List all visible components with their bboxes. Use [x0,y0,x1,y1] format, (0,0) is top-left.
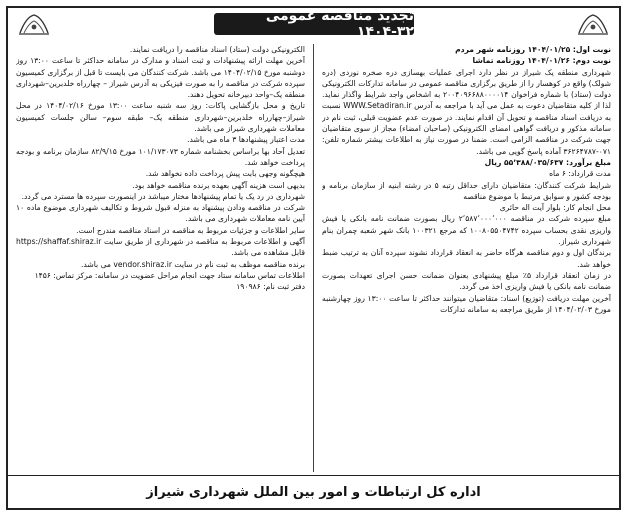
paragraph: مدت قرارداد: ۶ ماه [549,169,611,179]
paragraph: هیچگونه وجهی بابت پیش پرداخت داده نخواهد شد. [145,169,305,179]
right-column [322,44,611,472]
paragraph: شرکت در مناقصه ودادن پیشنهاد به منزله قبول شروط و تکالیف شهرداری موضوع ماده ۱۰ آیین نامه معاملات شهرداری می باشد. [16,203,305,224]
paragraph: سایر اطلاعات و جزئیات مربوط به مناقصه در اسناد مناقصه مندرج است. [76,225,305,235]
left-column [16,44,305,472]
municipality-emblem-icon [575,11,611,39]
column-divider [313,44,314,472]
paragraph: مبلغ سپرده شرکت در مناقصه ۲٬۵۸۷٬۰۰۰٬۰۰۰ ریال بصورت ضمانت نامه بانکی یا فیش واریزی نقدی بحساب سپرده ۱۰۰۸۰۵۵۰۴۷۴۲ که مرجع ۱۰۰۳۲۱ بانک شهر شعبه چمران بنام شهرداری شیراز. [322,214,611,247]
municipality-emblem-icon [16,11,52,39]
paragraph: مبلغ برآورد: ۵۵٬۳۸۸/۰۳۵/۶۳۷ ریال [484,157,611,167]
notice-frame [6,6,621,510]
paragraph: آخرین مهلت ارائه پیشنهادات و ثبت اسناد و مدارک در سامانه حداکثر تا ساعت ۱۳:۰۰ روز دوشنبه مورخ ۱۴۰۴/۰۲/۱۵ می باشد. شرکت کنندگان می بایست تا قبل از برگزاری کمیسیون سپرده شرکت در مناقصه را به صورت فیزیکی به آدرس شیراز – چهارراه خلدبرین–شهرداری منطقه یک–واحد دبیرخانه تحویل دهند. [16,56,305,100]
paragraph: تاریخ و محل بازگشایی پاکات: روز سه شنبه ساعت ۱۳:۰۰ مورخ ۱۴۰۴/۰۲/۱۶ در محل شیراز–چهارراه خلدبرین–شهرداری منطقه یک– طبقه سوم– سالن جلسات کمیسیون معاملات شهرداری شیراز می باشد. [16,101,305,134]
paragraph: آگهی و اطلاعات مربوط به مناقصه در شهرداری از طریق سایت https://shaffaf.shiraz.ir قابل مشاهده می باشد. [16,237,305,258]
paragraph: نوبت دوم: ۱۴۰۴/۰۱/۲۶ روزنامه تماشا [472,56,611,66]
paragraph: برندگان اول و دوم مناقصه هرگاه حاضر به انعقاد قرارداد نشوند سپرده آنان به ترتیب ضبط خواهد شد. [322,248,611,269]
paragraph: بدیهی است هزینه آگهی بعهده برنده مناقصه خواهد بود. [132,180,305,190]
paragraph: شهرداری در رد یک یا تمام پیشنهادها مختار میباشد در اینصورت سپرده ها مسترد می گردد. [21,191,305,201]
paragraph: آخرین مهلت دریافت (توزیع) اسناد: متقاضیان میتوانند حداکثر تا ساعت ۱۳:۰۰ روز چهارشنبه مورخ ۱۴۰۴/۰۲/۰۳ از طریق مراجعه به سامانه تدارکات [322,293,611,314]
paragraph: الکترونیکی دولت (ستاد) اسناد مناقصه را دریافت نمایند. [129,45,305,54]
paragraph: محل انجام کار: بلوار آیت اله حائری [499,203,611,213]
notice-body [16,44,611,472]
paragraph: نوبت اول: ۱۴۰۴/۰۱/۲۵ روزنامه شهر مردم [455,45,611,54]
paragraph: برنده مناقصه موظف به ثبت نام در سایت vendor.shiraz.ir می باشد. [80,259,305,269]
paragraph: مدت اعتبار پیشنهادها ۳ ماه می باشد. [187,135,305,145]
notice-footer: اداره کل ارتباطات و امور بین الملل شهرداری شیراز [8,475,619,508]
notice-title: تجدید مناقصه عمومی ۳۲-۱۴۰۴ [214,13,414,35]
paragraph: دفتر ثبت نام: ۱۹۰۹۸۶ [236,282,305,292]
paragraph: در زمان انعقاد قرارداد ۵٪ مبلغ پیشنهادی بعنوان ضمانت حسن اجرای تعهدات بصورت ضمانت نامه بانکی یا فیش واریزی اخذ می گردد. [322,270,611,292]
paragraph: تعدیل آحاد بها براساس بخشنامه شماره ۱۰۱/۱۷۳۰۷۳ مورخ ۸۲/۹/۱۵ سازمان برنامه و بودجه پرداخت خواهد شد. [16,146,305,167]
paragraph: شهرداری منطقه یک شیراز در نظر دارد اجرای عملیات بهسازی دره صخره نوردی (دره شولک) واقع در کوهسار را از طریق برگزاری مناقصه عمومی در سامانه تدارکات الکترونیکی دولت (ستاد) با شماره فراخوان ۲۰۰۴۰۹۶۶۸۸۰۰۰۰۱۴ به اشخاص واجد شرایط واگذار نماید. لذا از کلیه متقاضیان دعوت به عمل می آید با مراجعه به آدرس WWW.Setadiran.ir نسبت به دریافت اسناد مناقصه و تحویل آن اقدام نمایند. در صورت عدم عضویت قبلی، ثبت نام در سامانه مذکور و دریافت گواهی امضای الکترونیکی (صاحبان امضاء) مجاز از سوی متقاضیان جهت شرکت در مناقصه الزامی است. ضمنا در صورت نیاز به اطلاعات بیشتر شماره تلفن: ۰۷۱-۳۶۲۶۴۷۸۷ آماده پاسخ گویی می باشد. [322,67,611,156]
paragraph: اطلاعات تماس سامانه ستاد جهت انجام مراحل عضویت در سامانه: مرکز تماس: ۱۴۵۶ [34,270,305,280]
notice-header [8,8,619,42]
paragraph: شرایط شرکت کنندگان: متقاضیان دارای حداقل رتبه ۵ در رشته ابنیه از سازمان برنامه و بودجه کشور و سوابق مرتبط با موضوع مناقصه [322,180,611,201]
